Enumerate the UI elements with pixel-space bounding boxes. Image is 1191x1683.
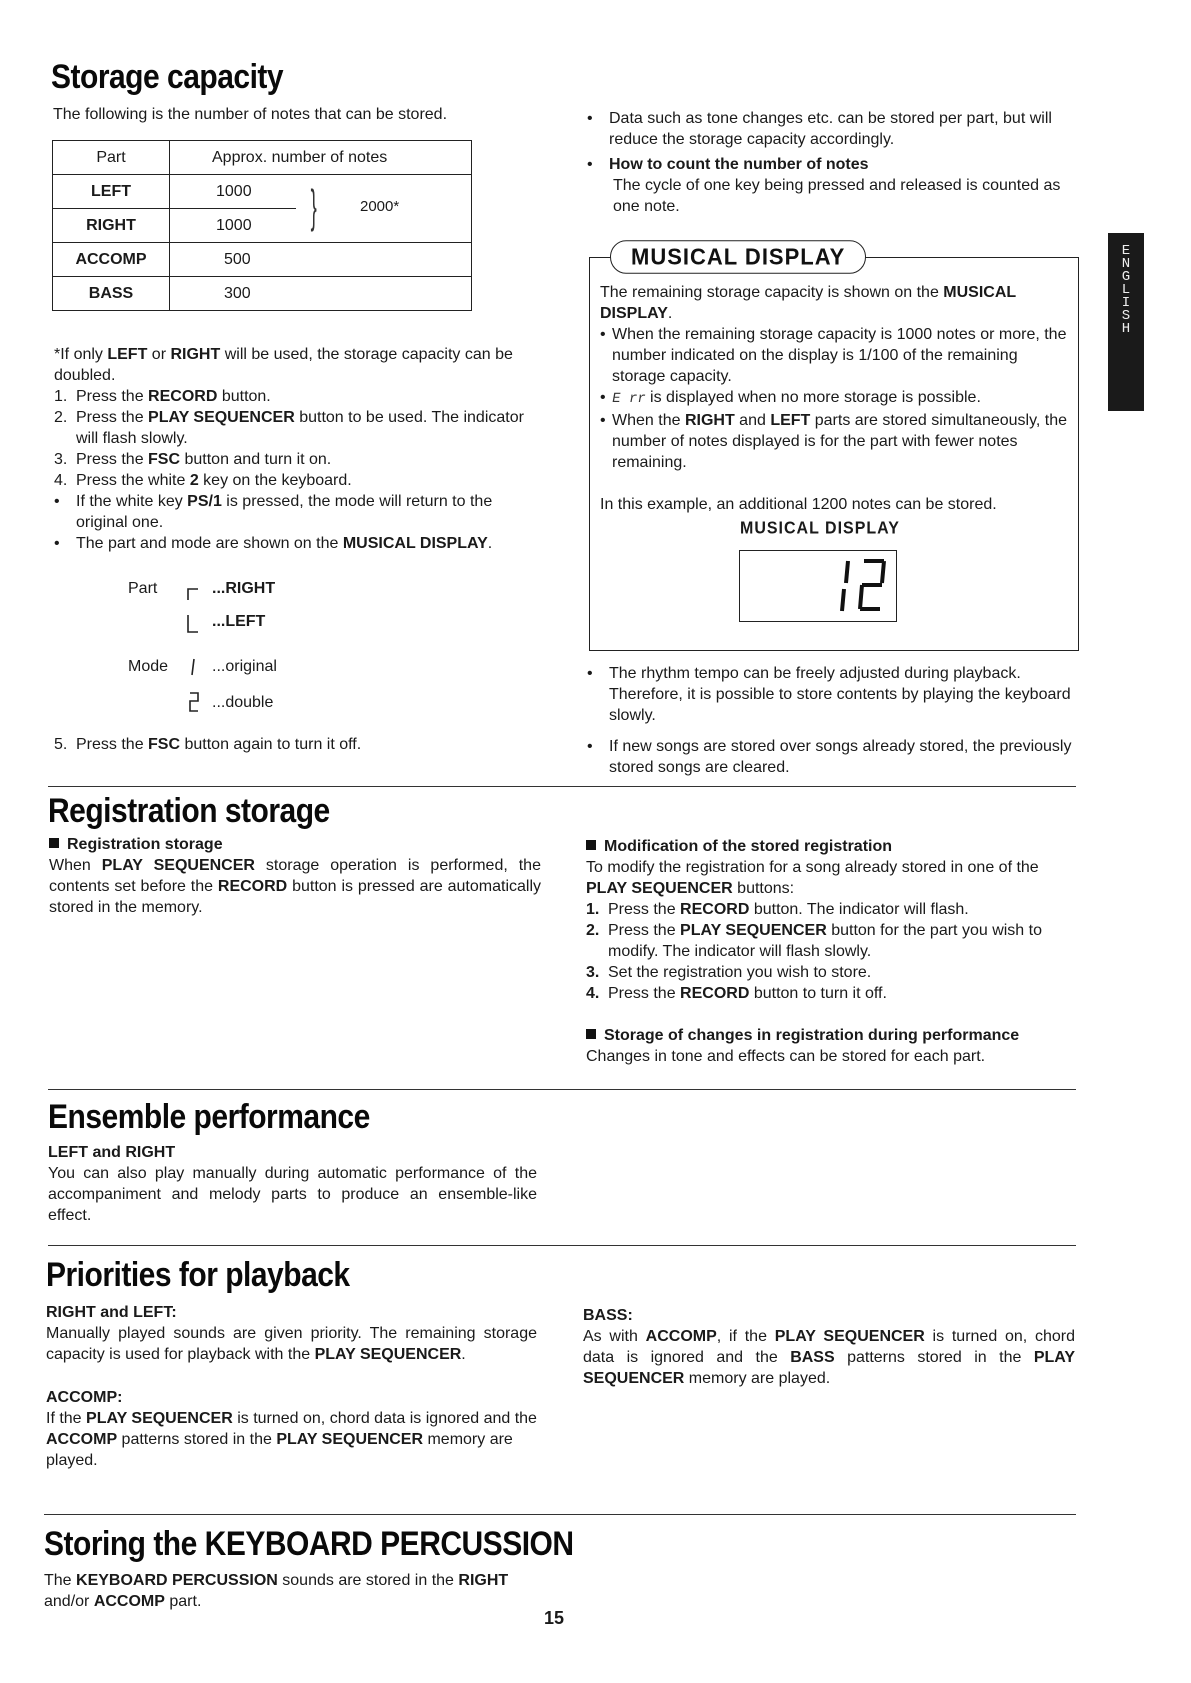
bullet-bold: MUSICAL DISPLAY xyxy=(342,535,488,552)
table-header-row xyxy=(53,141,472,175)
registration-right xyxy=(586,836,1080,1067)
list-item xyxy=(54,470,544,491)
ensemble-body xyxy=(48,1142,537,1226)
display-intro xyxy=(600,282,1070,324)
percussion-title: Storing the KEYBOARD PERCUSSION xyxy=(44,1525,574,1563)
step-text: Press the xyxy=(608,922,681,939)
step-text-end: button to turn it off. xyxy=(749,985,887,1002)
step-text: Press the xyxy=(608,985,681,1002)
error-glyph: E rr xyxy=(610,391,648,407)
text-part: is turned on, chord data is ignored and the xyxy=(232,1410,537,1427)
registration-left xyxy=(49,834,541,918)
text-bold: ACCOMP xyxy=(93,1593,165,1610)
combined-value: 2000* xyxy=(360,198,400,215)
table-cell-notes: 1000 xyxy=(170,175,297,209)
list-item xyxy=(586,899,1080,920)
text-part: part. xyxy=(164,1593,202,1610)
bullet-text-end: is pressed, the mode will return to the original one. xyxy=(76,493,493,531)
legend-double: ...double xyxy=(212,694,274,711)
table-cell-notes: 300 xyxy=(170,277,472,311)
tab-letter: L xyxy=(1121,282,1131,298)
square-bullet-icon xyxy=(586,1029,596,1039)
ensemble-title: Ensemble performance xyxy=(48,1098,370,1136)
footnote-text: *If only xyxy=(54,346,108,363)
text-bold: ACCOMP xyxy=(46,1431,118,1448)
section-divider xyxy=(44,1514,1076,1515)
text-part: button is pressed are automatically stored in the memory. xyxy=(49,878,542,916)
step-text-end: button to be used. The indicator will flash slowly. xyxy=(76,409,524,447)
step-number: 4. xyxy=(54,472,68,489)
performance-text: Changes in tone and effects can be stored for each part. xyxy=(586,1048,986,1065)
bullet-bold-right: RIGHT xyxy=(684,412,735,429)
capacity-instructions xyxy=(54,344,544,554)
text-bold: RIGHT xyxy=(458,1572,509,1589)
square-bullet-icon xyxy=(586,840,596,850)
table-cell-notes: 1000 xyxy=(170,209,297,243)
table-row xyxy=(53,243,472,277)
text-part: When xyxy=(49,857,102,874)
table-cell-notes: 500 xyxy=(170,243,472,277)
bullet-icon xyxy=(587,154,609,175)
percussion-text xyxy=(44,1570,544,1612)
mode-label: Mode xyxy=(128,658,169,675)
right-column-bullets xyxy=(587,663,1081,778)
text-bold: BASS xyxy=(790,1349,835,1366)
list-item xyxy=(587,154,1081,175)
priorities-accomp-text xyxy=(46,1408,537,1471)
tab-letter: G xyxy=(1121,269,1131,285)
table-cell-part: BASS xyxy=(53,277,170,311)
step-bold: RECORD xyxy=(148,388,218,405)
list-item xyxy=(600,324,1070,387)
percussion-body xyxy=(44,1570,544,1612)
bullet-icon xyxy=(587,663,609,726)
table-cell-part: RIGHT xyxy=(53,209,170,243)
table-header-notes: Approx. number of notes xyxy=(170,141,472,175)
text-bold: PLAY SEQUENCER xyxy=(586,880,733,897)
bullet-text-end: parts are stored simultaneously, the number of notes displayed is for the part with fewer notes remaining. xyxy=(612,412,1068,471)
list-item xyxy=(54,407,544,449)
step-text: Press the xyxy=(76,388,149,405)
priorities-title: Priorities for playback xyxy=(46,1256,350,1294)
bullet-bold: PS/1 xyxy=(187,493,222,510)
table-row xyxy=(53,175,472,209)
tab-letter: I xyxy=(1121,295,1131,311)
list-item xyxy=(586,983,1080,1004)
list-item xyxy=(600,387,1070,410)
priorities-bass-subheading: BASS: xyxy=(583,1307,633,1324)
text-part: Manually played sounds are given priority. The remaining storage capacity is used for playback with the xyxy=(46,1325,537,1363)
step-bold: PLAY SEQUENCER xyxy=(680,922,827,939)
priorities-rl-subheading: RIGHT and LEFT: xyxy=(46,1304,177,1321)
text-part: As with xyxy=(583,1328,646,1345)
text-part: If the xyxy=(46,1410,87,1427)
legend-right: ...RIGHT xyxy=(212,580,276,597)
table-cell-combined xyxy=(296,175,472,243)
subheading-text: Storage of changes in registration during performance xyxy=(604,1027,1020,1044)
bullet-text: When the remaining storage capacity is 1000 notes or more, the number indicated on the display is 1/100 of the remaining storage capacity. xyxy=(612,326,1067,385)
page-number: 15 xyxy=(544,1608,565,1628)
list-item xyxy=(587,736,1081,778)
bullet-icon xyxy=(587,108,609,150)
list-item xyxy=(54,386,544,407)
bullet-icon xyxy=(54,491,76,533)
priorities-right xyxy=(583,1305,1075,1389)
step-text: Press the xyxy=(608,901,681,918)
text-part: , if the xyxy=(716,1328,775,1345)
step-number: 3. xyxy=(586,964,600,981)
tab-letter: H xyxy=(1121,321,1131,337)
list-item xyxy=(54,491,544,533)
step-bold: RECORD xyxy=(680,985,750,1002)
table-row xyxy=(53,277,472,311)
section-divider xyxy=(48,1089,1076,1090)
table-cell-part: ACCOMP xyxy=(53,243,170,277)
bullet-text: If the white key xyxy=(76,493,188,510)
table-header-part: Part xyxy=(53,141,170,175)
registration-subheading xyxy=(49,834,541,855)
section-divider xyxy=(48,786,1076,787)
registration-title: Registration storage xyxy=(48,792,330,830)
step-bold: FSC xyxy=(148,451,181,468)
subheading-text: Modification of the stored registration xyxy=(604,838,893,855)
bullet-text: is displayed when no more storage is possible. xyxy=(645,389,981,406)
musical-display-box-content xyxy=(600,282,1070,515)
registration-text xyxy=(49,855,541,918)
text-bold: ACCOMP xyxy=(645,1328,717,1345)
priorities-bass-text xyxy=(583,1326,1075,1389)
step-text: Press the white xyxy=(76,472,190,489)
step-text-end: button again to turn it off. xyxy=(180,736,362,753)
step-number: 3. xyxy=(54,451,68,468)
list-item xyxy=(586,920,1080,962)
display-example: In this example, an additional 1200 notes can be stored. xyxy=(600,496,997,513)
step-text-end: button. xyxy=(217,388,271,405)
step-bold: FSC xyxy=(148,736,181,753)
bullet-text: Data such as tone changes etc. can be stored per part, but will reduce the storage capacity accordingly. xyxy=(609,110,1052,148)
list-item xyxy=(54,734,544,755)
text-bold: PLAY SEQUENCER xyxy=(101,857,255,874)
text-part: memory are played. xyxy=(46,1431,513,1469)
footnote-text-end: will be used, the storage capacity can be doubled. xyxy=(54,346,513,384)
brace-glyph: } xyxy=(310,180,317,232)
text-part: patterns stored in the xyxy=(117,1431,277,1448)
bullet-text: The part and mode are shown on the xyxy=(76,535,343,552)
tab-letter: S xyxy=(1121,308,1131,324)
text-part: The xyxy=(44,1572,77,1589)
bullet-icon xyxy=(587,736,609,778)
tab-letter: N xyxy=(1121,256,1131,272)
list-item xyxy=(600,410,1070,473)
priorities-left xyxy=(46,1302,537,1471)
step-text-end: key on the keyboard. xyxy=(198,472,352,489)
count-text: The cycle of one key being pressed and released is counted as one note. xyxy=(613,177,1061,215)
storage-capacity-title: Storage capacity xyxy=(51,58,284,96)
subheading-text: Registration storage xyxy=(67,836,223,853)
step-text-end: button and turn it on. xyxy=(180,451,332,468)
text-bold: KEYBOARD PERCUSSION xyxy=(76,1572,278,1589)
text-part: buttons: xyxy=(732,880,795,897)
display-intro-bold: MUSICAL DISPLAY xyxy=(600,284,1016,322)
step-number: 2. xyxy=(54,409,68,426)
text-bold: PLAY SEQUENCER xyxy=(314,1346,462,1363)
list-item xyxy=(54,533,544,554)
step-number: 1. xyxy=(54,388,68,405)
ensemble-subheading: LEFT and RIGHT xyxy=(48,1144,176,1161)
bullet-text: When the xyxy=(612,412,685,429)
display-digits-icon xyxy=(836,557,892,615)
footnote-left: LEFT xyxy=(107,346,148,363)
display-label: MUSICAL DISPLAY xyxy=(740,519,900,538)
double-mode-glyph-icon xyxy=(184,689,204,715)
step-text: Set the registration you wish to store. xyxy=(608,964,872,981)
text-bold: PLAY SEQUENCER xyxy=(774,1328,925,1345)
step-text: Press the xyxy=(76,409,149,426)
modification-text xyxy=(586,857,1080,899)
legend-left: ...LEFT xyxy=(212,613,266,630)
bullet-text: If new songs are stored over songs already stored, the previously stored songs are cleared. xyxy=(609,738,1072,776)
text-bold: PLAY SEQUENCER xyxy=(276,1431,424,1448)
bullet-icon xyxy=(600,324,612,387)
text-part: sounds are stored in the xyxy=(277,1572,459,1589)
bullet-bold-left: LEFT xyxy=(770,412,811,429)
part-mode-legend xyxy=(128,578,458,728)
step-number: 1. xyxy=(586,901,600,918)
step-bold: PLAY SEQUENCER xyxy=(148,409,295,426)
text-bold: RECORD xyxy=(217,878,288,895)
original-mode-glyph-icon xyxy=(184,656,204,678)
text-part: patterns stored in the xyxy=(834,1349,1034,1366)
right-part-glyph-icon xyxy=(184,582,204,602)
text-part: is turned on, chord data is ignored and the xyxy=(583,1328,1076,1366)
ensemble-text: You can also play manually during automatic performance of the accompaniment and melody parts to produce an ensemble-like effect. xyxy=(48,1165,537,1224)
list-item xyxy=(54,449,544,470)
display-intro-text: The remaining storage capacity is shown on the xyxy=(600,284,944,301)
list-item xyxy=(587,108,1081,150)
display-screen xyxy=(739,550,897,622)
capacity-table xyxy=(52,140,472,311)
text-bold: PLAY SEQUENCER xyxy=(583,1349,1076,1387)
text-part: . xyxy=(461,1346,466,1363)
step-bold: 2 xyxy=(189,472,199,489)
footnote-or: or xyxy=(147,346,171,363)
right-column-notes xyxy=(587,108,1081,217)
priorities-rl-text xyxy=(46,1323,537,1365)
text-part: and/or xyxy=(44,1593,94,1610)
bullet-text-end: . xyxy=(487,535,493,552)
priorities-accomp-subheading: ACCOMP: xyxy=(46,1389,123,1406)
list-item xyxy=(586,962,1080,983)
text-bold: PLAY SEQUENCER xyxy=(86,1410,233,1427)
step-number: 4. xyxy=(586,985,600,1002)
tab-letter: E xyxy=(1121,243,1131,259)
step-text-end: button for the part you wish to modify. The indicator will flash slowly. xyxy=(608,922,1042,960)
step-text-end: button. The indicator will flash. xyxy=(749,901,969,918)
footnote xyxy=(54,344,544,386)
display-value xyxy=(740,351,741,352)
text-part: storage operation is performed, the contents set before the xyxy=(49,857,541,895)
storage-capacity-intro: The following is the number of notes that can be stored. xyxy=(53,106,448,123)
display-intro-end: . xyxy=(667,305,673,322)
performance-subheading xyxy=(586,1025,1080,1046)
list-item xyxy=(587,663,1081,726)
step-number: 5. xyxy=(54,736,68,753)
section-divider xyxy=(48,1245,1076,1246)
footnote-right: RIGHT xyxy=(170,346,221,363)
part-label: Part xyxy=(128,580,158,597)
bullet-icon xyxy=(54,533,76,554)
square-bullet-icon xyxy=(49,838,59,848)
bullet-icon xyxy=(600,410,612,473)
left-part-glyph-icon xyxy=(184,612,204,636)
language-side-tab xyxy=(1108,233,1144,411)
text-part: To modify the registration for a song already stored in one of the xyxy=(586,859,1039,876)
modification-subheading xyxy=(586,836,1080,857)
step-text: Press the xyxy=(76,736,149,753)
musical-display-box-title: MUSICAL DISPLAY xyxy=(610,240,866,274)
legend-original: ...original xyxy=(212,658,277,675)
table-cell-part: LEFT xyxy=(53,175,170,209)
bullet-text: The rhythm tempo can be freely adjusted during playback. Therefore, it is possible to store contents by playing the keyboard slowly. xyxy=(609,665,1071,724)
step-number: 2. xyxy=(586,922,600,939)
step-bold: RECORD xyxy=(680,901,750,918)
count-heading: How to count the number of notes xyxy=(609,156,869,173)
step-text: Press the xyxy=(76,451,149,468)
bullet-text-and: and xyxy=(734,412,771,429)
text-part: memory are played. xyxy=(684,1370,831,1387)
